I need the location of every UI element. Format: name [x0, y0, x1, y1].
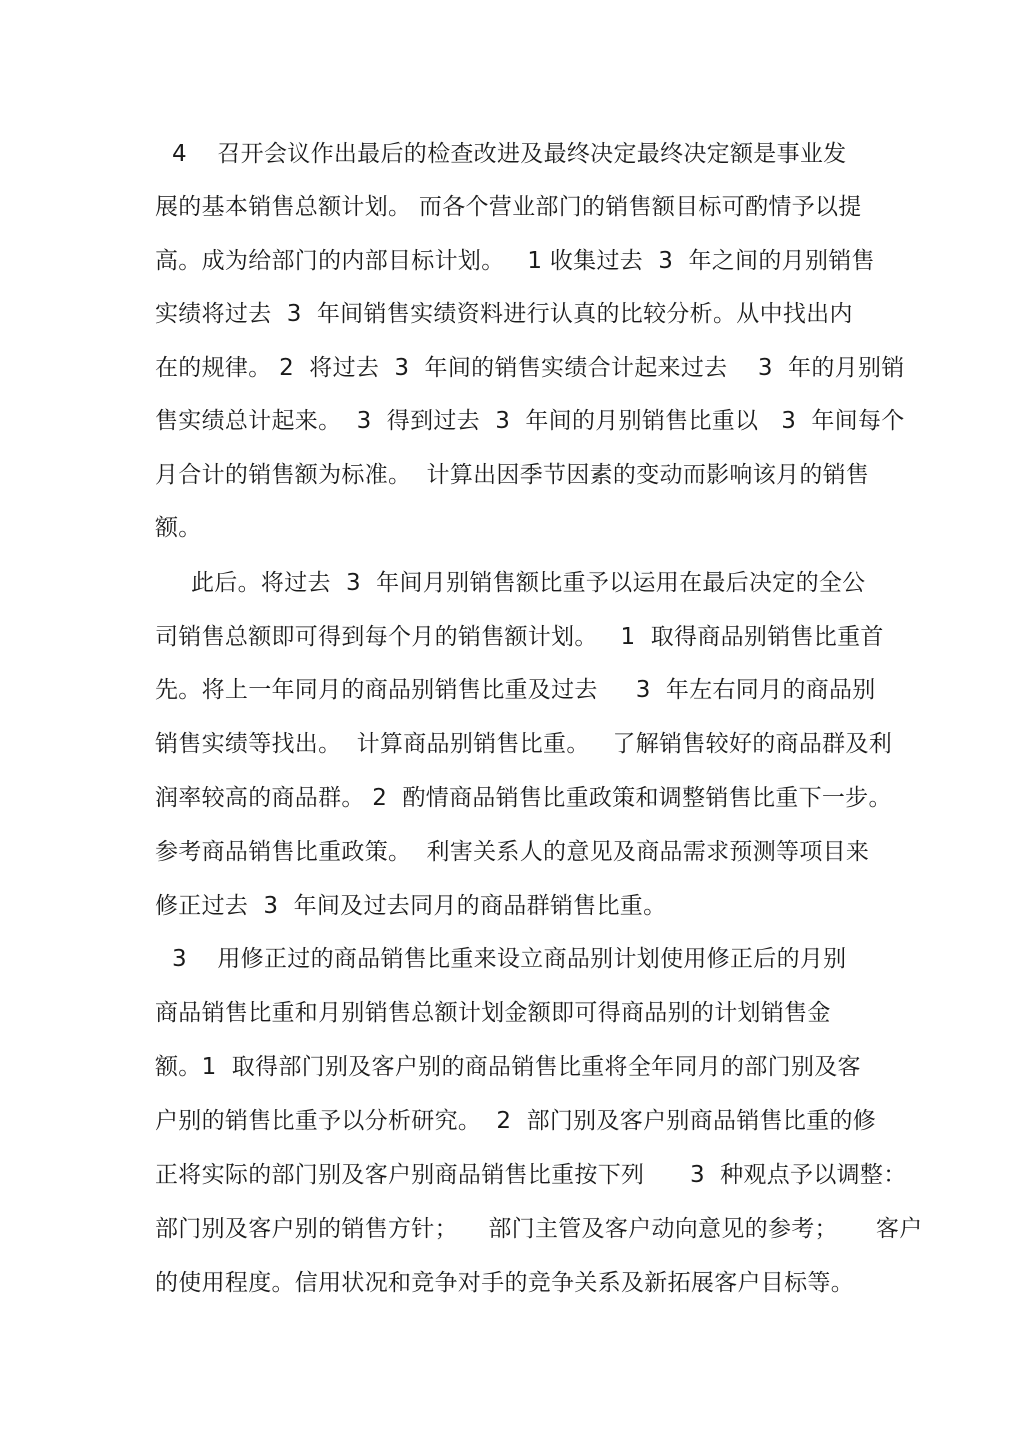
- text-line-17: 商品销售比重和月别销售总额计划金额即可得商品别的计划销售金: [155, 1000, 831, 1026]
- text-line-20: 正将实际的部门别及客户别商品销售比重按下列 3 种观点予以调整：: [155, 1162, 907, 1188]
- text-line-21: 部门别及客户别的销售方针； 部门主管及客户动向意见的参考； 客户: [155, 1216, 923, 1242]
- text-line-8: 额。: [155, 515, 202, 541]
- text-line-14: 参考商品销售比重政策。 利害关系人的意见及商品需求预测等项目来: [155, 839, 870, 865]
- text-line-19: 户别的销售比重予以分析研究。 2 部门别及客户别商品销售比重的修: [155, 1108, 877, 1134]
- text-line-13: 润率较高的商品群。 2 酌情商品销售比重政策和调整销售比重下一步。: [155, 785, 892, 811]
- text-line-4: 实绩将过去 3 年间销售实绩资料进行认真的比较分析。从中找出内: [155, 301, 853, 327]
- text-line-3: 高。成为给部门的内部目标计划。 1 收集过去 3 年之间的月别销售: [155, 248, 875, 274]
- text-line-6: 售实绩总计起来。 3 得到过去 3 年间的月别销售比重以 3 年间每个: [155, 408, 905, 434]
- text-line-15: 修正过去 3 年间及过去同月的商品群销售比重。: [155, 893, 667, 919]
- text-line-5: 在的规律。 2 将过去 3 年间的销售实绩合计起来过去 3 年的月别销: [155, 355, 905, 381]
- text-line-7: 月合计的销售额为标准。 计算出因季节因素的变动而影响该月的销售: [155, 462, 870, 488]
- text-line-1: 4 召开会议作出最后的检查改进及最终决定最终决定额是事业发: [172, 141, 847, 167]
- text-line-18: 额。1 取得部门别及客户别的商品销售比重将全年同月的部门别及客: [155, 1054, 861, 1080]
- text-line-12: 销售实绩等找出。 计算商品别销售比重。 了解销售较好的商品群及利: [155, 731, 893, 757]
- text-line-22: 的使用程度。信用状况和竞争对手的竞争关系及新拓展客户目标等。: [155, 1270, 854, 1296]
- text-line-11: 先。将上一年同月的商品别销售比重及过去 3 年左右同月的商品别: [155, 677, 876, 703]
- text-line-2: 展的基本销售总额计划。 而各个营业部门的销售额目标可酌情予以提: [155, 194, 862, 220]
- text-line-10: 司销售总额即可得到每个月的销售额计划。 1 取得商品别销售比重首: [155, 624, 884, 650]
- text-line-9: 此后。将过去 3 年间月别销售额比重予以运用在最后决定的全公: [191, 570, 866, 596]
- text-line-16: 3 用修正过的商品销售比重来设立商品别计划使用修正后的月别: [172, 946, 847, 972]
